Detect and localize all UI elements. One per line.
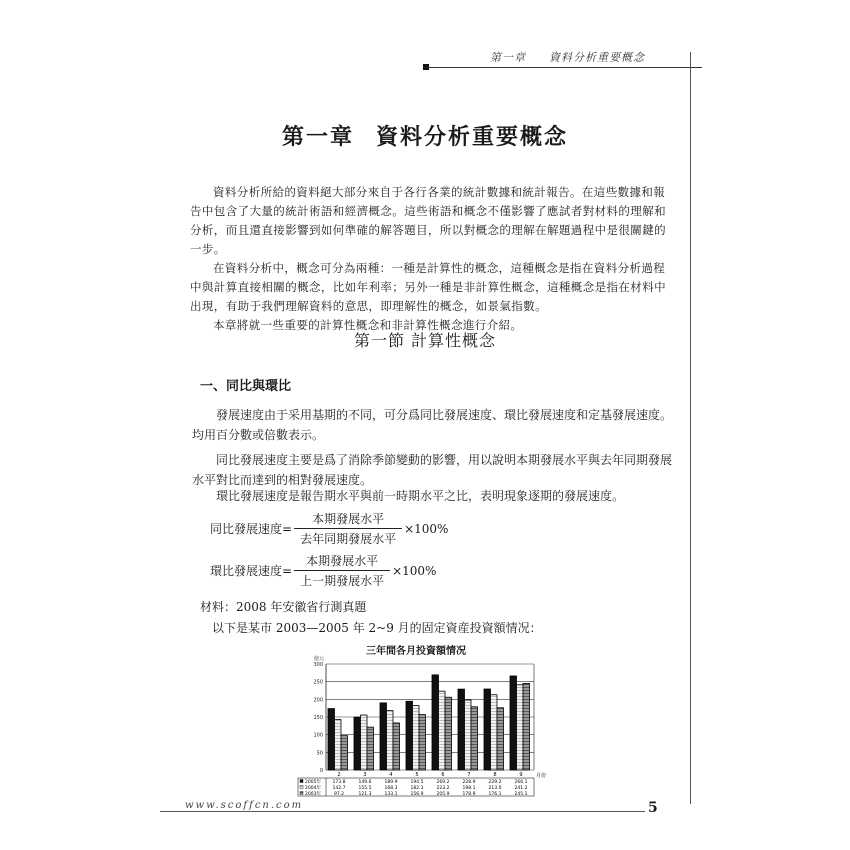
svg-text:4: 4 — [389, 772, 393, 778]
svg-text:173.8: 173.8 — [332, 779, 346, 785]
svg-text:0: 0 — [319, 768, 323, 774]
header-rule — [426, 67, 702, 68]
svg-text:182.3: 182.3 — [410, 785, 424, 791]
svg-text:189.9: 189.9 — [384, 779, 398, 785]
svg-text:300: 300 — [313, 662, 323, 668]
body-paragraph-development-speed — [192, 405, 672, 445]
formula-mom — [210, 552, 436, 589]
svg-text:168.3: 168.3 — [384, 785, 398, 791]
material-source: 材料：2008 年安徽省行測真題 — [200, 600, 367, 614]
formula-yoy — [210, 510, 448, 547]
svg-text:176.1: 176.1 — [488, 791, 502, 797]
svg-text:6: 6 — [441, 772, 445, 778]
svg-text:250: 250 — [313, 679, 323, 686]
svg-text:156.9: 156.9 — [410, 791, 424, 797]
formula-label: 環比發展速度= — [210, 564, 293, 578]
formula-denominator: 上一期發展水平 — [294, 570, 390, 589]
section-number: 第一節 — [353, 331, 405, 350]
svg-text:8: 8 — [493, 772, 497, 778]
formula-multiplier: ×100% — [404, 521, 449, 536]
footer-url: www.scoffcn.com — [185, 800, 304, 811]
svg-text:50: 50 — [316, 750, 323, 757]
svg-text:149.6: 149.6 — [358, 779, 372, 785]
svg-text:2: 2 — [337, 772, 341, 778]
intro-paragraph: 在資料分析中，概念可分為兩種：一種是計算性的概念，這種概念是指在資料分析過程中與計算直接相關的概念，比如年利率；另外一種是非計算性概念，這種概念是指在材料中出現，有助于我們理解資料的意思，即理解性的概念，如景氣指數。 — [190, 261, 666, 313]
investment-chart — [296, 642, 546, 800]
svg-text:178.9: 178.9 — [462, 791, 476, 797]
svg-text:97.2: 97.2 — [333, 791, 345, 797]
svg-text:月份: 月份 — [536, 773, 546, 779]
svg-text:133.1: 133.1 — [384, 791, 398, 797]
svg-text:5: 5 — [415, 772, 419, 778]
body-paragraph: 發展速度由于采用基期的不同，可分爲同比發展速度、環比發展速度和定基發展速度。均用百分數或倍數表示。 — [192, 408, 673, 442]
svg-text:150: 150 — [313, 715, 323, 721]
svg-text:198.1: 198.1 — [462, 785, 476, 791]
svg-text:228.9: 228.9 — [462, 779, 476, 785]
chapter-title — [0, 120, 850, 151]
body-paragraph-yoy — [192, 450, 672, 490]
svg-text:229.2: 229.2 — [488, 779, 502, 785]
intro-section — [190, 183, 670, 335]
svg-text:3: 3 — [363, 772, 367, 778]
svg-text:266.1: 266.1 — [514, 779, 528, 785]
svg-text:205.9: 205.9 — [436, 791, 450, 797]
formula-numerator: 本期發展水平 — [312, 512, 385, 526]
svg-text:241.2: 241.2 — [514, 785, 528, 791]
svg-text:7: 7 — [467, 772, 471, 778]
svg-text:223.2: 223.2 — [436, 785, 450, 791]
material-description: 以下是某市 2003—2005 年 2~9 月的固定資産投資額情况： — [212, 621, 542, 635]
intro-paragraph: 本章將就一些重要的計算性概念和非計算性概念進行介紹。 — [213, 318, 523, 332]
chart-title: 三年間各月投資額情况 — [366, 646, 466, 657]
formula-denominator: 去年同期發展水平 — [294, 528, 402, 547]
right-margin-rule — [690, 52, 691, 804]
svg-text:億元: 億元 — [314, 656, 325, 662]
section-title — [0, 328, 850, 351]
body-paragraph-mom — [192, 486, 672, 506]
body-paragraph: 同比發展速度主要是爲了消除季節變動的影響，用以說明本期發展水平與去年同期發展水平對比而達到的相對發展速度。 — [192, 453, 673, 487]
svg-text:269.2: 269.2 — [436, 779, 450, 785]
formula-fraction — [294, 552, 390, 589]
running-header — [490, 49, 645, 65]
footer-rule — [160, 811, 645, 812]
svg-text:200: 200 — [313, 697, 323, 704]
intro-paragraph: 資料分析所給的資料絕大部分來自于各行各業的統計數據和統計報告。在這些數據和報告中包含了大量的統計術語和經濟概念。這些術語和概念不僅影響了應試者對材料的理解和分析，而且還直接影響到如何準確的解答題目，所以對概念的理解在解題過程中是很關鍵的一步。 — [190, 185, 666, 256]
section-name: 計算性概念 — [411, 331, 497, 350]
running-header-chapter: 第一章 — [490, 51, 526, 64]
svg-text:142.7: 142.7 — [332, 785, 346, 791]
svg-text:155.5: 155.5 — [358, 785, 372, 791]
svg-text:100: 100 — [313, 732, 323, 739]
running-header-title: 資料分析重要概念 — [549, 51, 645, 64]
svg-text:9: 9 — [519, 772, 523, 778]
svg-text:194.5: 194.5 — [410, 779, 424, 785]
formula-label: 同比發展速度= — [210, 522, 293, 536]
page-number: 5 — [648, 800, 658, 816]
subsection-title: 一、同比與環比 — [200, 379, 292, 394]
svg-text:245.1: 245.1 — [514, 791, 528, 797]
svg-text:213.0: 213.0 — [488, 785, 502, 791]
svg-text:2004年: 2004年 — [305, 785, 321, 791]
chapter-number: 第一章 — [281, 124, 354, 150]
formula-numerator: 本期發展水平 — [306, 554, 379, 568]
chapter-name: 資料分析重要概念 — [376, 124, 569, 150]
svg-text:2003年: 2003年 — [305, 791, 321, 797]
formula-multiplier: ×100% — [392, 563, 437, 578]
body-paragraph: 環比發展速度是報告期水平與前一時期水平之比，表明現象逐期的發展速度。 — [216, 489, 625, 503]
svg-text:121.3: 121.3 — [358, 791, 372, 797]
chart-canvas — [296, 642, 546, 800]
svg-text:2005年: 2005年 — [305, 779, 321, 785]
formula-fraction — [294, 510, 402, 547]
